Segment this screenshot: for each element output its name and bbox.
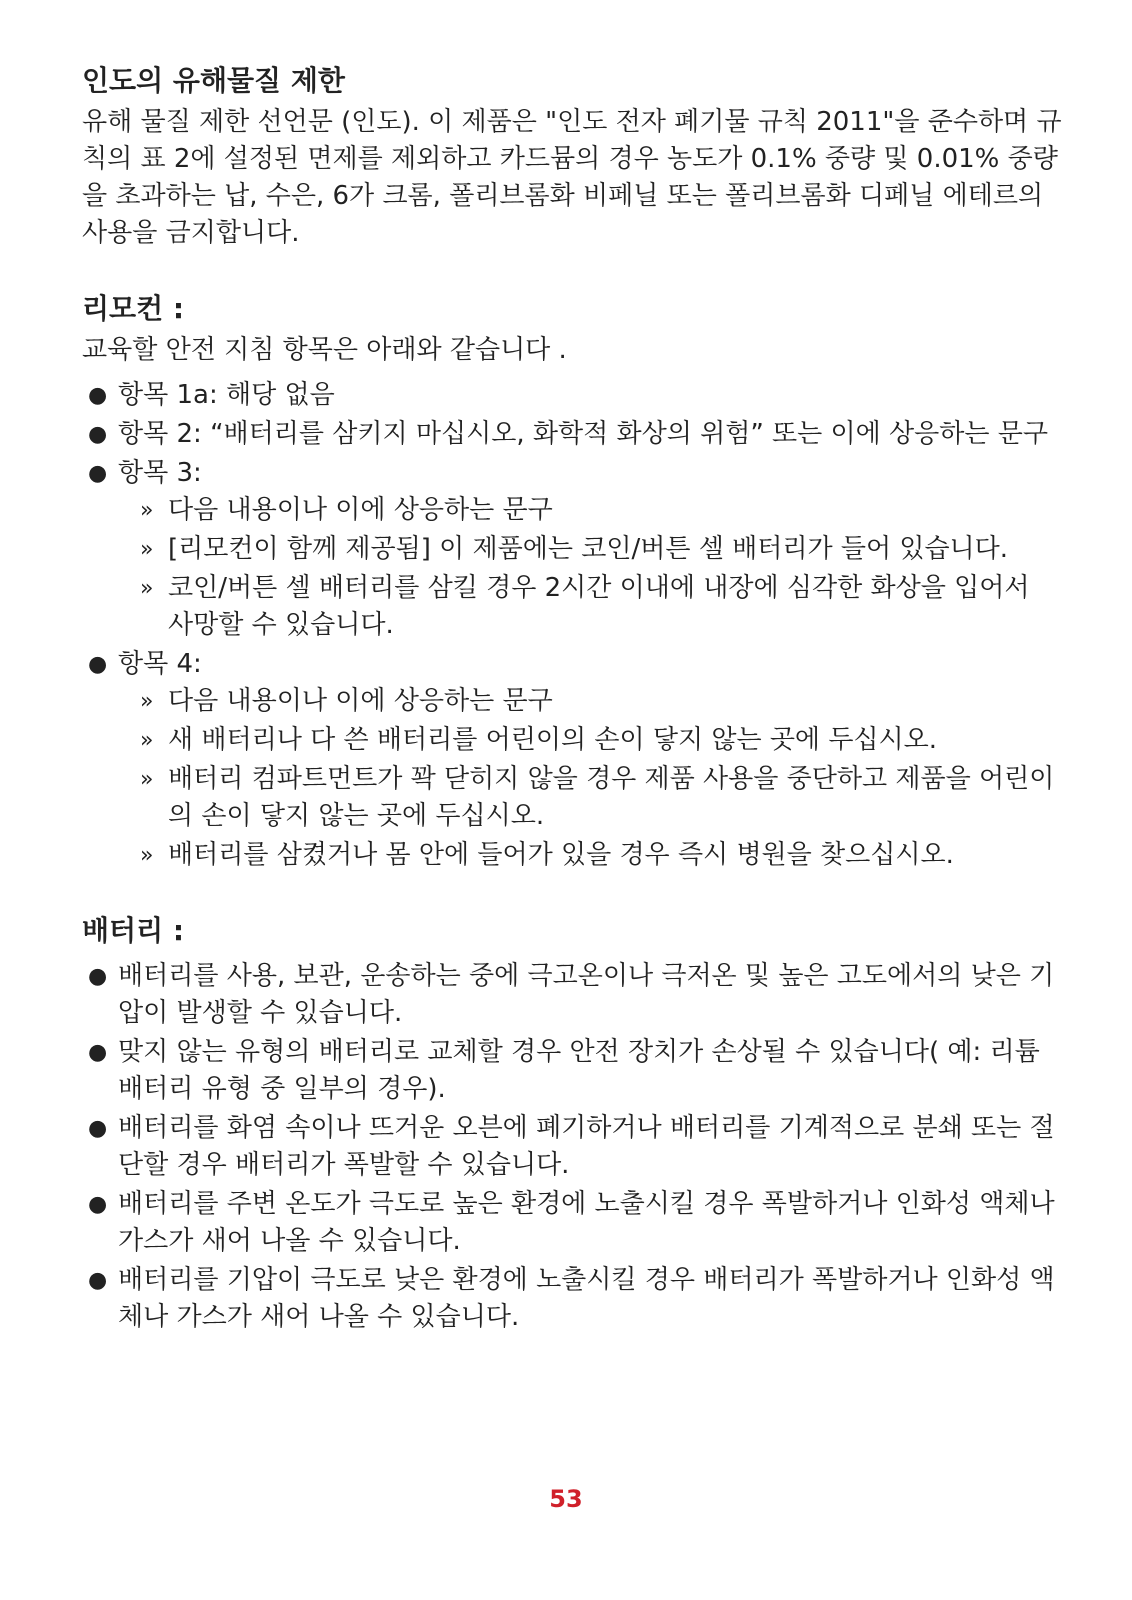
bullet-icon: ● (88, 383, 108, 408)
remote-control-items (82, 377, 1062, 874)
bullet-icon: ● (88, 1268, 108, 1293)
bullet-icon: ● (88, 422, 108, 447)
bullet-icon: ● (88, 1040, 108, 1065)
list-item-item-3 (82, 455, 1062, 644)
section-title-battery: 배터리 : (82, 914, 185, 947)
document-page (82, 62, 1062, 1374)
page-number: 53 (549, 1485, 583, 1513)
bullet-icon: ● (88, 1116, 108, 1141)
sub-list-item-text: 배터리를 삼켰거나 몸 안에 들어가 있을 경우 즉시 병원을 찾으십시오. (168, 840, 954, 870)
list-item-text: 항목 4: (118, 649, 202, 679)
list-item-text: 맞지 않는 유형의 배터리로 교체할 경우 안전 장치가 손상될 수 있습니다( 예: 리튬 배터리 유형 중 일부의 경우). (118, 1037, 1040, 1104)
list-item (82, 958, 1062, 1032)
bullet-icon: ● (88, 1192, 108, 1217)
double-chevron-icon: » (140, 576, 154, 601)
sub-list-item-text: 다음 내용이나 이에 상응하는 문구 (168, 686, 553, 716)
sub-list-item (118, 570, 1062, 644)
sub-list-item-3 (118, 492, 1062, 644)
section-remote-control (82, 290, 1062, 874)
list-item-text: 배터리를 주변 온도가 극도로 높은 환경에 노출시킬 경우 폭발하거나 인화성 액체나 가스가 새어 나올 수 있습니다. (118, 1189, 1055, 1256)
list-item-text: 항목 2: “배터리를 삼키지 마십시오, 화학적 화상의 위험” 또는 이에 상응하는 문구 (118, 419, 1049, 449)
section-title-remote-control: 리모컨 : (82, 292, 185, 325)
india-rohs-body: 유해 물질 제한 선언문 (인도). 이 제품은 "인도 전자 폐기물 규칙 2011"을 준수하며 규칙의 표 2에 설정된 면제를 제외하고 카드뮴의 경우 농도가 0.1% 중량 및 0.01% 중량을 초과하는 납, 수은, 6가 크롬, 폴리브롬화 비페닐 또는 폴리브롬화 디페닐 에테르의 사용을 금지합니다. (82, 107, 1062, 248)
list-item-text: 배터리를 기압이 극도로 낮은 환경에 노출시킬 경우 배터리가 폭발하거나 인화성 액체나 가스가 새어 나올 수 있습니다. (118, 1265, 1055, 1332)
sub-list-item-text: 새 배터리나 다 쓴 배터리를 어린이의 손이 닿지 않는 곳에 두십시오. (168, 725, 938, 755)
sub-list-item-text: [리모컨이 함께 제공됨] 이 제품에는 코인/버튼 셀 배터리가 들어 있습니다. (168, 534, 1009, 564)
sub-list-item (118, 492, 1062, 529)
battery-items (82, 958, 1062, 1336)
list-item (82, 1262, 1062, 1336)
double-chevron-icon: » (140, 689, 154, 714)
list-item (82, 1034, 1062, 1108)
double-chevron-icon: » (140, 767, 154, 792)
section-battery (82, 912, 1062, 1336)
bullet-icon: ● (88, 964, 108, 989)
double-chevron-icon: » (140, 728, 154, 753)
sub-list-item (118, 722, 1062, 759)
list-item (82, 1110, 1062, 1184)
section-title-india-rohs: 인도의 유해물질 제한 (82, 64, 345, 97)
double-chevron-icon: » (140, 498, 154, 523)
sub-list-item (118, 837, 1062, 874)
sub-list-item-4 (118, 683, 1062, 874)
bullet-icon: ● (88, 461, 108, 486)
list-item-text: 배터리를 화염 속이나 뜨거운 오븐에 폐기하거나 배터리를 기계적으로 분쇄 또는 절단할 경우 배터리가 폭발할 수 있습니다. (118, 1113, 1055, 1180)
bullet-icon: ● (88, 652, 108, 677)
section-india-rohs (82, 62, 1062, 252)
sub-list-item (118, 683, 1062, 720)
double-chevron-icon: » (140, 537, 154, 562)
list-item (82, 1186, 1062, 1260)
sub-list-item (118, 531, 1062, 568)
double-chevron-icon: » (140, 843, 154, 868)
list-item-text: 항목 1a: 해당 없음 (118, 380, 335, 410)
list-item-item-1a (82, 377, 1062, 414)
list-item-item-4 (82, 646, 1062, 874)
list-item-text: 배터리를 사용, 보관, 운송하는 중에 극고온이나 극저온 및 높은 고도에서의 낮은 기압이 발생할 수 있습니다. (118, 961, 1055, 1028)
sub-list-item-text: 코인/버튼 셀 배터리를 삼킬 경우 2시간 이내에 내장에 심각한 화상을 입어서 사망할 수 있습니다. (168, 573, 1030, 640)
list-item-text: 항목 3: (118, 458, 202, 488)
list-item-item-2 (82, 416, 1062, 453)
remote-control-intro: 교육할 안전 지침 항목은 아래와 같습니다 . (82, 335, 567, 365)
sub-list-item-text: 배터리 컴파트먼트가 꽉 닫히지 않을 경우 제품 사용을 중단하고 제품을 어린이의 손이 닿지 않는 곳에 두십시오. (168, 764, 1055, 831)
sub-list-item (118, 761, 1062, 835)
sub-list-item-text: 다음 내용이나 이에 상응하는 문구 (168, 495, 553, 525)
